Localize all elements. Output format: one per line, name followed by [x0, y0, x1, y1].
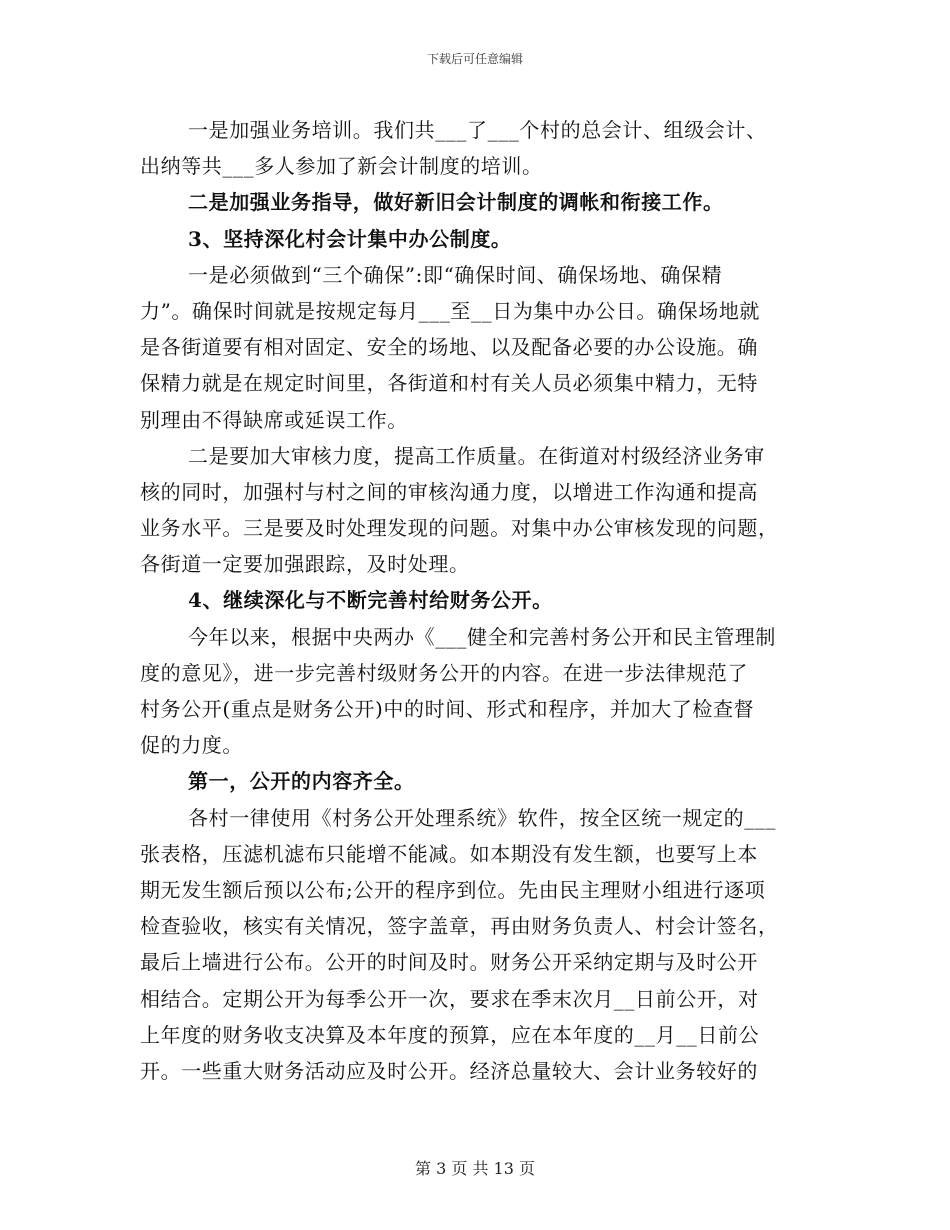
page-footer: 第 3 页 共 13 页	[415, 1159, 535, 1178]
paragraph-line: 出纳等共___多人参加了新会计制度的培训。	[140, 154, 543, 179]
paragraph-line: 张表格，压滤机滤布只能增不能减。如本期没有发生额，也要写上本	[140, 841, 758, 866]
paragraph-line: 村务公开(重点是财务公开)中的时间、形式和程序，并加大了检查督	[140, 697, 755, 721]
paragraph-line: 促的力度。	[140, 733, 243, 758]
section-heading-line: 二是加强业务指导，做好新旧会计制度的调帐和衔接工作。	[188, 190, 724, 215]
paragraph-line: 开。一些重大财务活动应及时公开。经济总量较大、会计业务较好的	[140, 1058, 758, 1083]
paragraph-line: 保精力就是在规定时间里，各街道和村有关人员必须集中精力，无特	[140, 371, 758, 396]
section-heading-line: 第一，公开的内容齐全。	[188, 769, 415, 794]
document-body	[140, 112, 808, 1089]
paragraph-line: 二是要加大审核力度，提高工作质量。在街道对村级经济业务审	[188, 443, 765, 468]
paragraph-line: 核的同时，加强村与村之间的审核沟通力度，以增进工作沟通和提高	[140, 479, 758, 504]
paragraph-line: 各街道一定要加强跟踪，及时处理。	[140, 552, 470, 577]
paragraph-line: 上年度的财务收支决算及本年度的预算，应在本年度的__月__日前公	[140, 1022, 760, 1047]
paragraph-line: 力”。确保时间就是按规定每月___至__日为集中办公日。确保场地就	[140, 298, 761, 323]
paragraph-line: 度的意见》，进一步完善村级财务公开的内容。在进一步法律规范了	[140, 660, 748, 685]
paragraph-line: 期无发生额后预以公布;公开的程序到位。先由民主理财小组进行逐项	[140, 877, 766, 902]
paragraph-line: 一是加强业务培训。我们共___了___个村的总会计、组级会计、	[188, 118, 767, 142]
paragraph-line: 别理由不得缺席或延误工作。	[140, 407, 408, 432]
paragraph-line: 业务水平。三是要及时处理发现的问题。对集中办公审核发现的问题，	[140, 516, 779, 541]
paragraph-line: 今年以来，根据中央两办《___健全和完善村务公开和民主管理制	[188, 624, 776, 649]
section-heading-line: 4、继续深化与不断完善村给财务公开。	[188, 588, 553, 613]
paragraph-line: 一是必须做到“三个确保”:即“确保时间、确保场地、确保精	[188, 262, 723, 287]
paragraph-line: 相结合。定期公开为每季公开一次，要求在季末次月__日前公开，对	[140, 986, 759, 1011]
paragraph-line: 是各街道要有相对固定、安全的场地、以及配备必要的办公设施。确	[140, 335, 758, 360]
paragraph-line: 各村一律使用《村务公开处理系统》软件，按全区统一规定的___	[188, 805, 776, 830]
paragraph-line: 检查验收，核实有关情况，签字盖章，再由财务负责人、村会计签名，	[140, 914, 779, 939]
page-header: 下载后可任意编辑	[426, 52, 523, 66]
paragraph-line: 最后上墙进行公布。公开的时间及时。财务公开采纳定期与及时公开	[140, 950, 758, 975]
section-heading-line: 3、坚持深化村会计集中办公制度。	[188, 226, 512, 251]
